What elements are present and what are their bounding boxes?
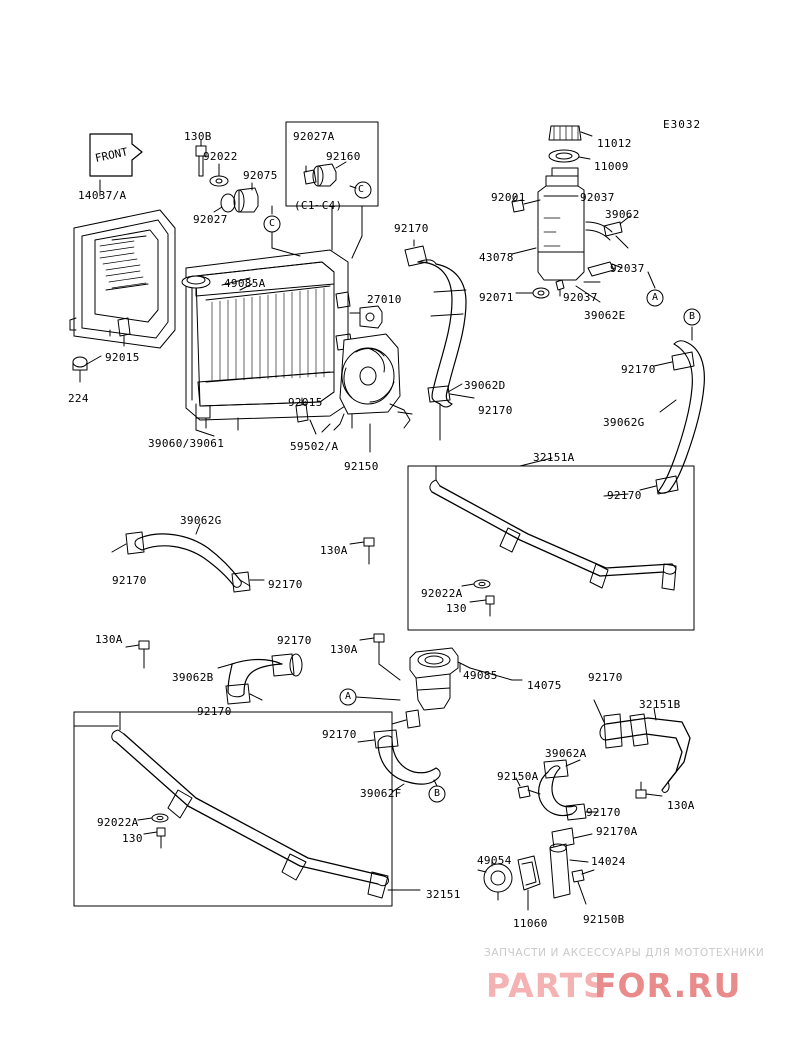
watermark-subtitle: ЗАПЧАСТИ И АКСЕССУАРЫ ДЛЯ МОТОТЕХНИКИ xyxy=(484,947,765,959)
callout-c-2: C xyxy=(358,184,365,195)
callout-a-2: A xyxy=(345,691,352,702)
label-92037-b: 92037 xyxy=(610,262,645,275)
label-92150b: 92150B xyxy=(583,913,625,926)
label-39062e: 39062E xyxy=(584,309,626,322)
label-32151b: 32151B xyxy=(639,698,681,711)
label-11012: 11012 xyxy=(597,137,632,150)
label-130a-b: 130A xyxy=(95,633,123,646)
label-49054: 49054 xyxy=(477,854,512,867)
label-92071: 92071 xyxy=(479,291,514,304)
label-14037a: 14037/A xyxy=(78,189,127,202)
label-39062d: 39062D xyxy=(464,379,506,392)
label-92170-i: 92170 xyxy=(197,705,232,718)
label-59502a: 59502/A xyxy=(290,440,339,453)
label-130-a: 130 xyxy=(446,602,467,615)
label-92170-g: 92170 xyxy=(277,634,312,647)
label-92037-c: 92037 xyxy=(563,291,598,304)
label-130-b: 130 xyxy=(122,832,143,845)
label-11060: 11060 xyxy=(513,917,548,930)
label-27010: 27010 xyxy=(367,293,402,306)
label-92170-d: 92170 xyxy=(607,489,642,502)
label-43078: 43078 xyxy=(479,251,514,264)
label-39060-39061: 39060/39061 xyxy=(148,437,225,450)
label-92015-b: 92015 xyxy=(288,396,323,409)
callout-c-1: C xyxy=(269,218,276,229)
label-92022a-b: 92022A xyxy=(97,816,139,829)
label-92027: 92027 xyxy=(193,213,228,226)
label-92015-a: 92015 xyxy=(105,351,140,364)
label-130a-a: 130A xyxy=(320,544,348,557)
label-11009: 11009 xyxy=(594,160,629,173)
label-92170-c: 92170 xyxy=(621,363,656,376)
label-92075: 92075 xyxy=(243,169,278,182)
label-92170-f: 92170 xyxy=(268,578,303,591)
label-32151: 32151 xyxy=(426,888,461,901)
label-92170a: 92170A xyxy=(596,825,638,838)
label-14024: 14024 xyxy=(591,855,626,868)
label-92160: 92160 xyxy=(326,150,361,163)
label-92022: 92022 xyxy=(203,150,238,163)
label-92170-b: 92170 xyxy=(478,404,513,417)
label-39062a: 39062A xyxy=(545,747,587,760)
callout-a-1: A xyxy=(652,292,659,303)
label-130a-c: 130A xyxy=(330,643,358,656)
label-49085a: 49085A xyxy=(224,277,266,290)
label-130b: 130B xyxy=(184,130,212,143)
label-92037-a: 92037 xyxy=(580,191,615,204)
callout-b-2: B xyxy=(434,788,441,799)
label-39062g-b: 39062G xyxy=(180,514,222,527)
label-14075: 14075 xyxy=(527,679,562,692)
label-130a-d: 130A xyxy=(667,799,695,812)
label-92170-a: 92170 xyxy=(394,222,429,235)
watermark-secondary: FOR.RU xyxy=(594,966,742,1005)
label-92022a-a: 92022A xyxy=(421,587,463,600)
label-92170-h: 92170 xyxy=(588,671,623,684)
label-39062: 39062 xyxy=(605,208,640,221)
watermark-primary: PARTS xyxy=(486,966,608,1005)
label-39062g-a: 39062G xyxy=(603,416,645,429)
label-92150: 92150 xyxy=(344,460,379,473)
label-92170-k: 92170 xyxy=(586,806,621,819)
label-39062b: 39062B xyxy=(172,671,214,684)
label-92001: 92001 xyxy=(491,191,526,204)
callout-b-1: B xyxy=(689,311,696,322)
label-92150a: 92150A xyxy=(497,770,539,783)
diagram-code: E3032 xyxy=(663,118,702,131)
svg-text:FRONT: FRONT xyxy=(93,145,130,165)
label-39062f: 39062F xyxy=(360,787,402,800)
label-224: 224 xyxy=(68,392,89,405)
label-92170-e: 92170 xyxy=(112,574,147,587)
label-32151a: 32151A xyxy=(533,451,575,464)
label-92170-j: 92170 xyxy=(322,728,357,741)
label-group-note: (C1~C4) xyxy=(294,199,343,212)
label-92027a: 92027A xyxy=(293,130,335,143)
label-49085: 49085 xyxy=(463,669,498,682)
